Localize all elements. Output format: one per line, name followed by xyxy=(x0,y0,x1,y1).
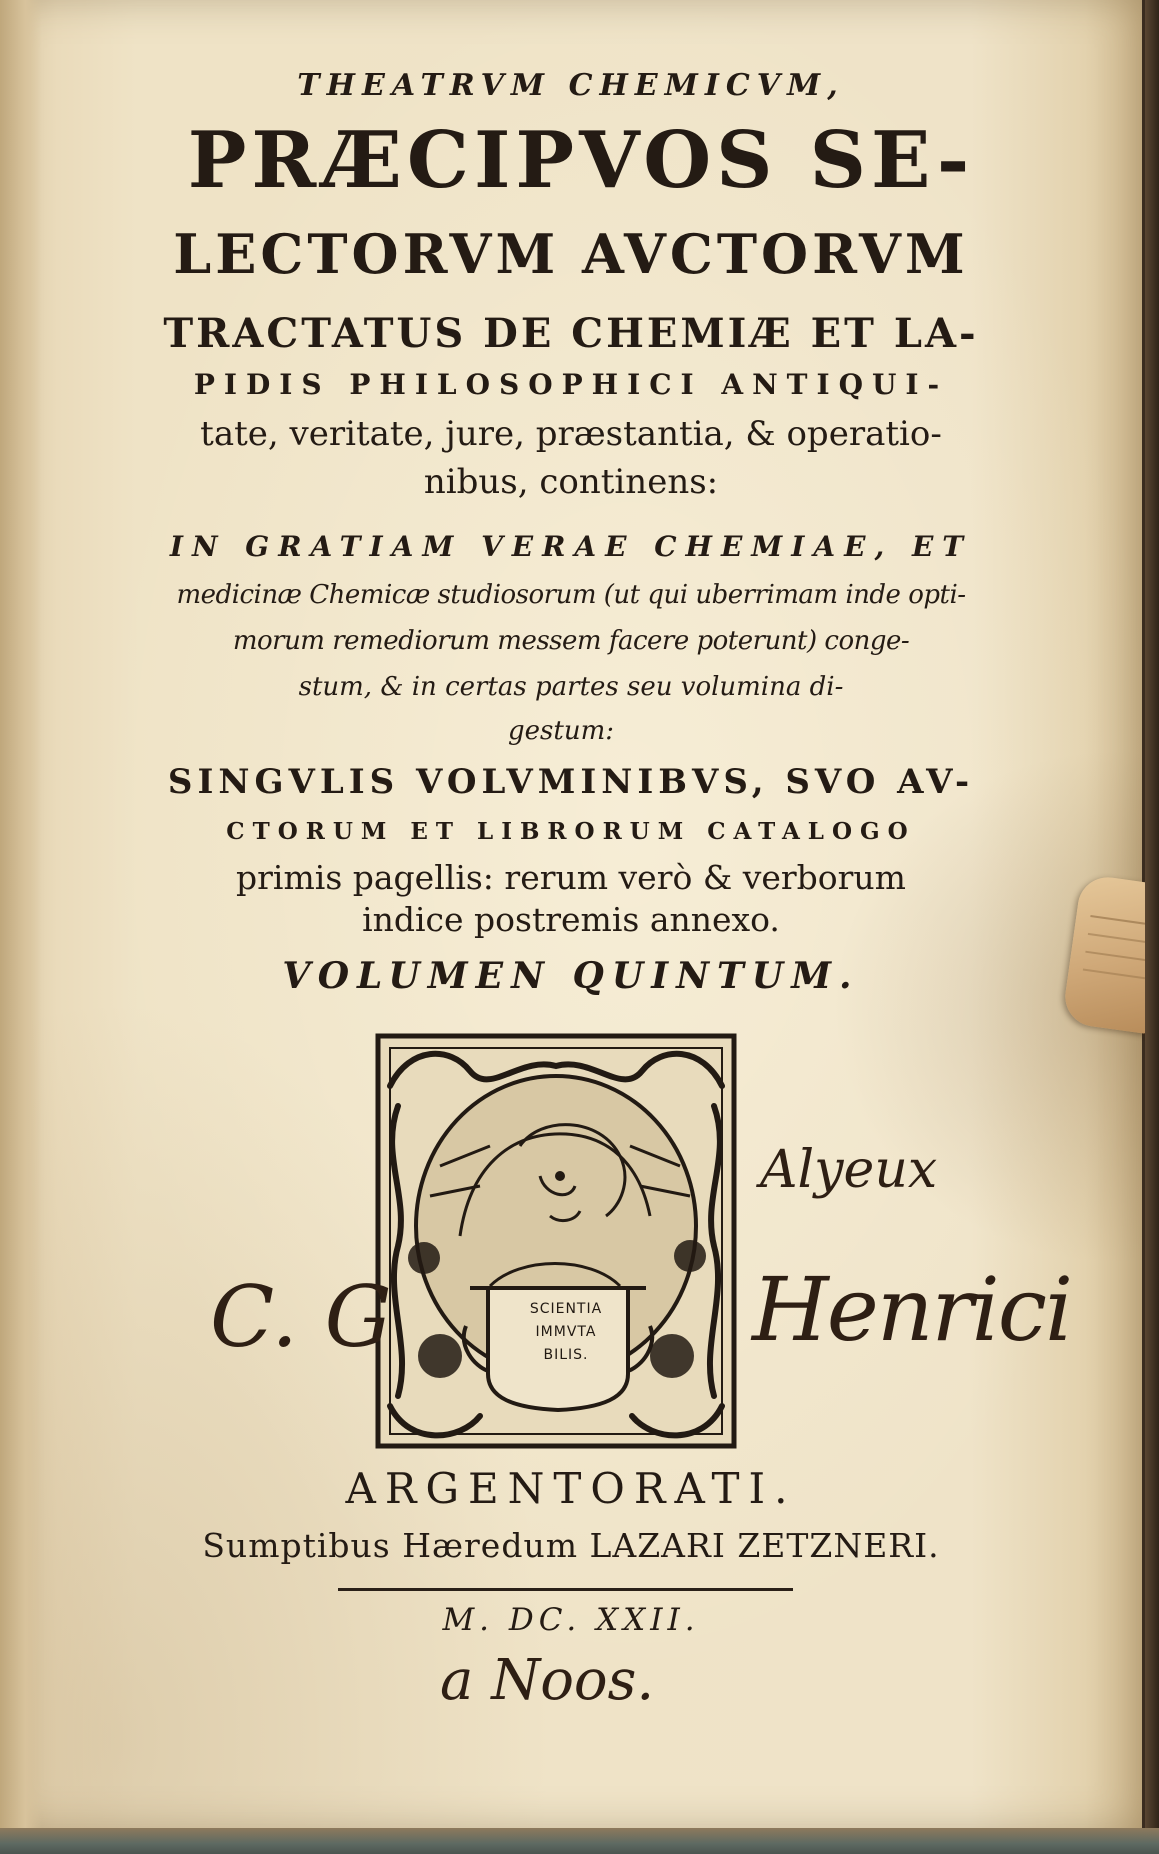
title-line-12: gestum: xyxy=(508,716,614,746)
handwritten-initials: C. G xyxy=(210,1268,392,1366)
volume-line: VOLUMEN QUINTUM. xyxy=(282,955,860,997)
motto-line-1: SCIENTIA xyxy=(529,1301,603,1317)
imprint-year: M. DC. XXII. xyxy=(442,1602,700,1638)
title-line-10: morum remediorum messem facere poterunt) conge- xyxy=(232,626,910,656)
title-line-9: medicinæ Chemicæ studiosorum (ut qui uberrimam inde opti- xyxy=(176,580,966,610)
printer-device-woodcut xyxy=(370,1026,742,1456)
title-line-16: indice postremis annexo. xyxy=(362,900,780,939)
book-edge xyxy=(1145,0,1159,1854)
title-line-13: SINGVLIS VOLVMINIBVS, SVO AV- xyxy=(167,762,975,802)
title-line-7: nibus, continens: xyxy=(423,462,719,502)
title-line-11: stum, & in certas partes seu volumina di- xyxy=(298,672,844,702)
imprint-rule xyxy=(338,1588,793,1591)
title-line-3: LECTORVM AVCTORVM xyxy=(173,222,969,286)
imprint-publisher: Sumptibus Hæredum LAZARI ZETZNERI. xyxy=(202,1526,940,1565)
device-motto xyxy=(510,1298,622,1367)
motto-line-3: BILIS. xyxy=(543,1347,589,1363)
imprint-place: ARGENTORATI. xyxy=(345,1464,797,1513)
title-line-4: TRACTATUS DE CHEMIÆ ET LA- xyxy=(163,310,979,357)
title-line-15: primis pagellis: rerum verò & verborum xyxy=(236,858,906,897)
title-line-5: PIDIS PHILOSOPHICI ANTIQUI- xyxy=(193,368,949,401)
title-line-14: CTORUM ET LIBRORUM CATALOGO xyxy=(226,818,916,845)
book-bottom-edge xyxy=(0,1828,1159,1854)
title-line-1: THEATRVM CHEMICVM, xyxy=(297,68,845,103)
woodcut-illustration xyxy=(370,1026,742,1456)
title-line-6: tate, veritate, jure, præstantia, & operatio- xyxy=(200,414,942,454)
title-line-2: PRÆCIPVOS SE- xyxy=(187,115,975,206)
handwritten-note-bottom: a Noos. xyxy=(440,1648,655,1713)
handwritten-surname: Henrici xyxy=(752,1258,1072,1361)
motto-line-2: IMMVTA xyxy=(535,1324,597,1340)
title-line-8: IN GRATIAM VERAE CHEMIAE, ET xyxy=(169,530,973,563)
handwritten-note-upper-right: Alyeux xyxy=(760,1140,938,1200)
